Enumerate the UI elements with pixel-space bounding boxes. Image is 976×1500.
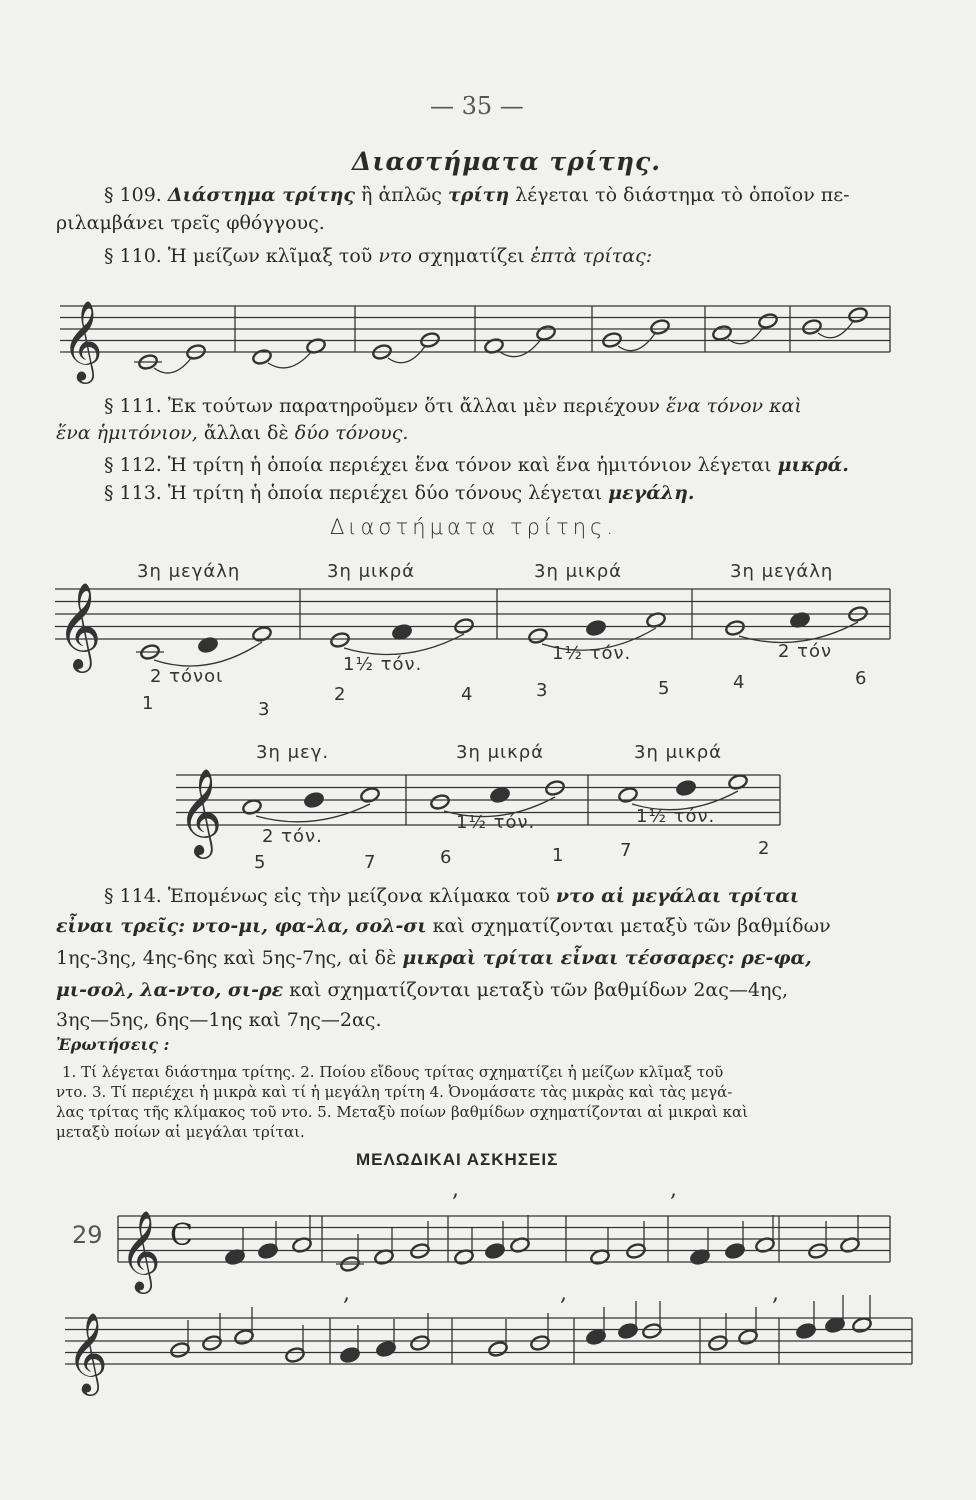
section-title: Διαστήματα τρίτης. [352, 147, 661, 176]
p114-term: μικραὶ τρίται εἶναι τέσσαρες: ρε-φα, [402, 947, 812, 969]
p109-text: § 109. [104, 184, 168, 206]
paragraph-114 [104, 884, 799, 909]
slur [268, 351, 312, 368]
breath-mark: , [452, 1177, 459, 1202]
p114-term: ντο αἱ μεγάλαι τρίται [555, 885, 800, 907]
slur [154, 357, 192, 373]
p114-text: καὶ σχηματίζονται μεταξὺ τῶν βαθμίδων [426, 915, 831, 937]
degree-number: 2 [334, 684, 346, 705]
degree-number: 4 [461, 684, 473, 705]
paragraph-110 [104, 244, 652, 269]
paragraph-109-line2: ριλαμβάνει τρεῖς φθόγγους. [56, 212, 325, 234]
p114-term: μι-σολ, λα-ντο, σι-ρε [56, 979, 284, 1001]
p109-term: τρίτη [447, 184, 510, 206]
breath-mark: , [670, 1177, 677, 1202]
page-number: — 35 — [430, 92, 524, 120]
subtitle-intervals: Διαστήματα τρίτης. [330, 515, 618, 539]
note [303, 791, 324, 808]
p109-text: λέγεται τὸ διάστημα τὸ ὁποῖον πε- [509, 184, 850, 206]
note [724, 619, 745, 636]
degree-number: 4 [733, 672, 745, 693]
interval-label: 3η μικρά [456, 742, 545, 763]
p110-text: σχηματίζει [411, 245, 531, 267]
tone-count: 2 τόν. [262, 826, 323, 847]
degree-number: 6 [440, 847, 452, 868]
degree-number: 7 [620, 840, 632, 861]
question-line: λας τρίτας τῆς κλίμακος τοῦ ντο. 5. Μεταξὺ ποίων βαθμίδων σχηματίζονται αἱ μικραὶ καὶ [56, 1103, 749, 1121]
note [649, 318, 670, 335]
treble-clef-icon: 𝄞 [67, 1313, 108, 1393]
note [489, 786, 510, 803]
exercise-number: 29 [72, 1221, 103, 1249]
paragraph-112 [104, 453, 849, 478]
note [617, 786, 638, 803]
tone-count: 1½ τόν. [636, 806, 716, 827]
degree-number: 3 [258, 699, 270, 720]
p114-term: εἶναι τρεῖς: ντο-μι, φα-λα, σολ-σι [56, 915, 427, 937]
question-line: 1. Τί λέγεται διάστημα τρίτης. 2. Ποίου εἴδους τρίτας σχηματίζει ἡ μείζων κλῖμαξ τοῦ [62, 1063, 724, 1081]
degree-number: 2 [758, 838, 770, 859]
p111-text: § 111. Ἐκ τούτων παρατηροῦμεν ὅτι ἄλλαι μὲν περιέχουν [104, 395, 666, 417]
tone-count: 1½ τόν. [456, 812, 536, 833]
p111-term: ἕνα ἡμιτόνιον, [56, 422, 198, 444]
note [329, 631, 350, 648]
slur [388, 345, 426, 363]
tone-count: 2 τόνοι [150, 666, 224, 687]
interval-label: 3η μεγάλη [730, 561, 834, 582]
tone-count: 1½ τόν. [552, 643, 632, 664]
p111-text: ἄλλαι δὲ [197, 422, 295, 444]
note [757, 312, 778, 329]
questions-heading: Ἐρωτήσεις : [56, 1035, 170, 1054]
p110-term: ἑπτὰ τρίτας: [530, 245, 653, 267]
melodic-exercises-heading: ΜΕΛΩΔΙΚΑΙ ΑΣΚΗΣΕΙΣ [356, 1150, 559, 1169]
breath-mark: , [560, 1281, 567, 1306]
p112-text: § 112. Ἡ τρίτη ἡ ὁποία περιέχει ἕνα τόνον καὶ ἕνα ἡμιτόνιον λέγεται [104, 454, 778, 476]
interval-label: 3η μικρά [534, 561, 623, 582]
degree-number: 1 [142, 693, 154, 714]
time-signature: C [170, 1218, 193, 1253]
paragraph-111 [104, 394, 802, 419]
p109-term: Διάστημα τρίτης [167, 184, 355, 206]
paragraph-109 [104, 183, 850, 208]
paragraph-114-line2 [56, 914, 831, 939]
interval-label: 3η μικρά [634, 742, 723, 763]
degree-number: 3 [536, 680, 548, 701]
breath-mark: , [772, 1281, 779, 1306]
p109-text: ἢ ἁπλῶς [354, 184, 448, 206]
p114-text: 1ης-3ης, 4ης-6ης καὶ 5ης-7ης, αἱ δὲ [56, 947, 403, 969]
note [429, 793, 450, 810]
note [801, 318, 822, 335]
degree-number: 6 [855, 668, 867, 689]
p112-term: μικρά. [777, 454, 849, 476]
p111-term: ἕνα τόνον καὶ [665, 395, 802, 417]
p111-term: δύο τόνους. [294, 422, 409, 444]
paragraph-114-line4 [56, 978, 788, 1003]
note [359, 786, 380, 803]
tone-count: 1½ τόν. [343, 654, 423, 675]
note [711, 324, 732, 341]
p110-text: § 110. Ἡ μείζων κλῖμαξ τοῦ [104, 245, 379, 267]
treble-clef-icon: 𝄞 [57, 581, 102, 669]
question-line: μεταξὺ ποίων αἱ μεγάλαι τρίται. [56, 1123, 305, 1141]
paragraph-111-line2 [56, 421, 408, 446]
question-line: ντο. 3. Τί περιέχει ἡ μικρὰ καὶ τί ἡ μεγάλη τρίτη 4. Ὀνομάσατε τὰς μικρὰς καὶ τὰς μεγά- [56, 1083, 733, 1101]
interval-label: 3η μεγάλη [137, 561, 241, 582]
p114-text: καὶ σχηματίζονται μεταξὺ τῶν βαθμίδων 2ας—4ης, [283, 979, 789, 1001]
note [847, 306, 868, 323]
degree-number: 5 [254, 852, 266, 873]
treble-clef-icon: 𝄞 [178, 767, 223, 855]
note [535, 324, 556, 341]
p114-text: § 114. Ἑπομένως εἰς τὴν μείζονα κλίμακα τοῦ [104, 885, 556, 907]
degree-number: 1 [552, 845, 564, 866]
breath-mark: , [343, 1281, 350, 1306]
note [675, 779, 696, 796]
degree-number: 7 [364, 852, 376, 873]
treble-clef-icon: 𝄞 [120, 1211, 161, 1291]
p113-text: § 113. Ἡ τρίτη ἡ ὁποία περιέχει δύο τόνους λέγεται [104, 482, 609, 504]
note [527, 627, 548, 644]
p110-term: ντο [378, 245, 412, 267]
note [585, 619, 606, 636]
tone-count: 2 τόν [778, 641, 833, 662]
interval-label: 3η μεγ. [256, 742, 330, 763]
note [251, 625, 272, 642]
degree-number: 5 [658, 678, 670, 699]
paragraph-113 [104, 481, 695, 506]
paragraph-114-line3 [56, 946, 812, 971]
p113-term: μεγάλη. [608, 482, 695, 504]
slur [618, 332, 656, 351]
paragraph-114-line5: 3ης—5ης, 6ης—1ης καὶ 7ης—2ας. [56, 1009, 382, 1031]
interval-label: 3η μικρά [327, 561, 416, 582]
treble-clef-icon: 𝄞 [62, 301, 103, 381]
